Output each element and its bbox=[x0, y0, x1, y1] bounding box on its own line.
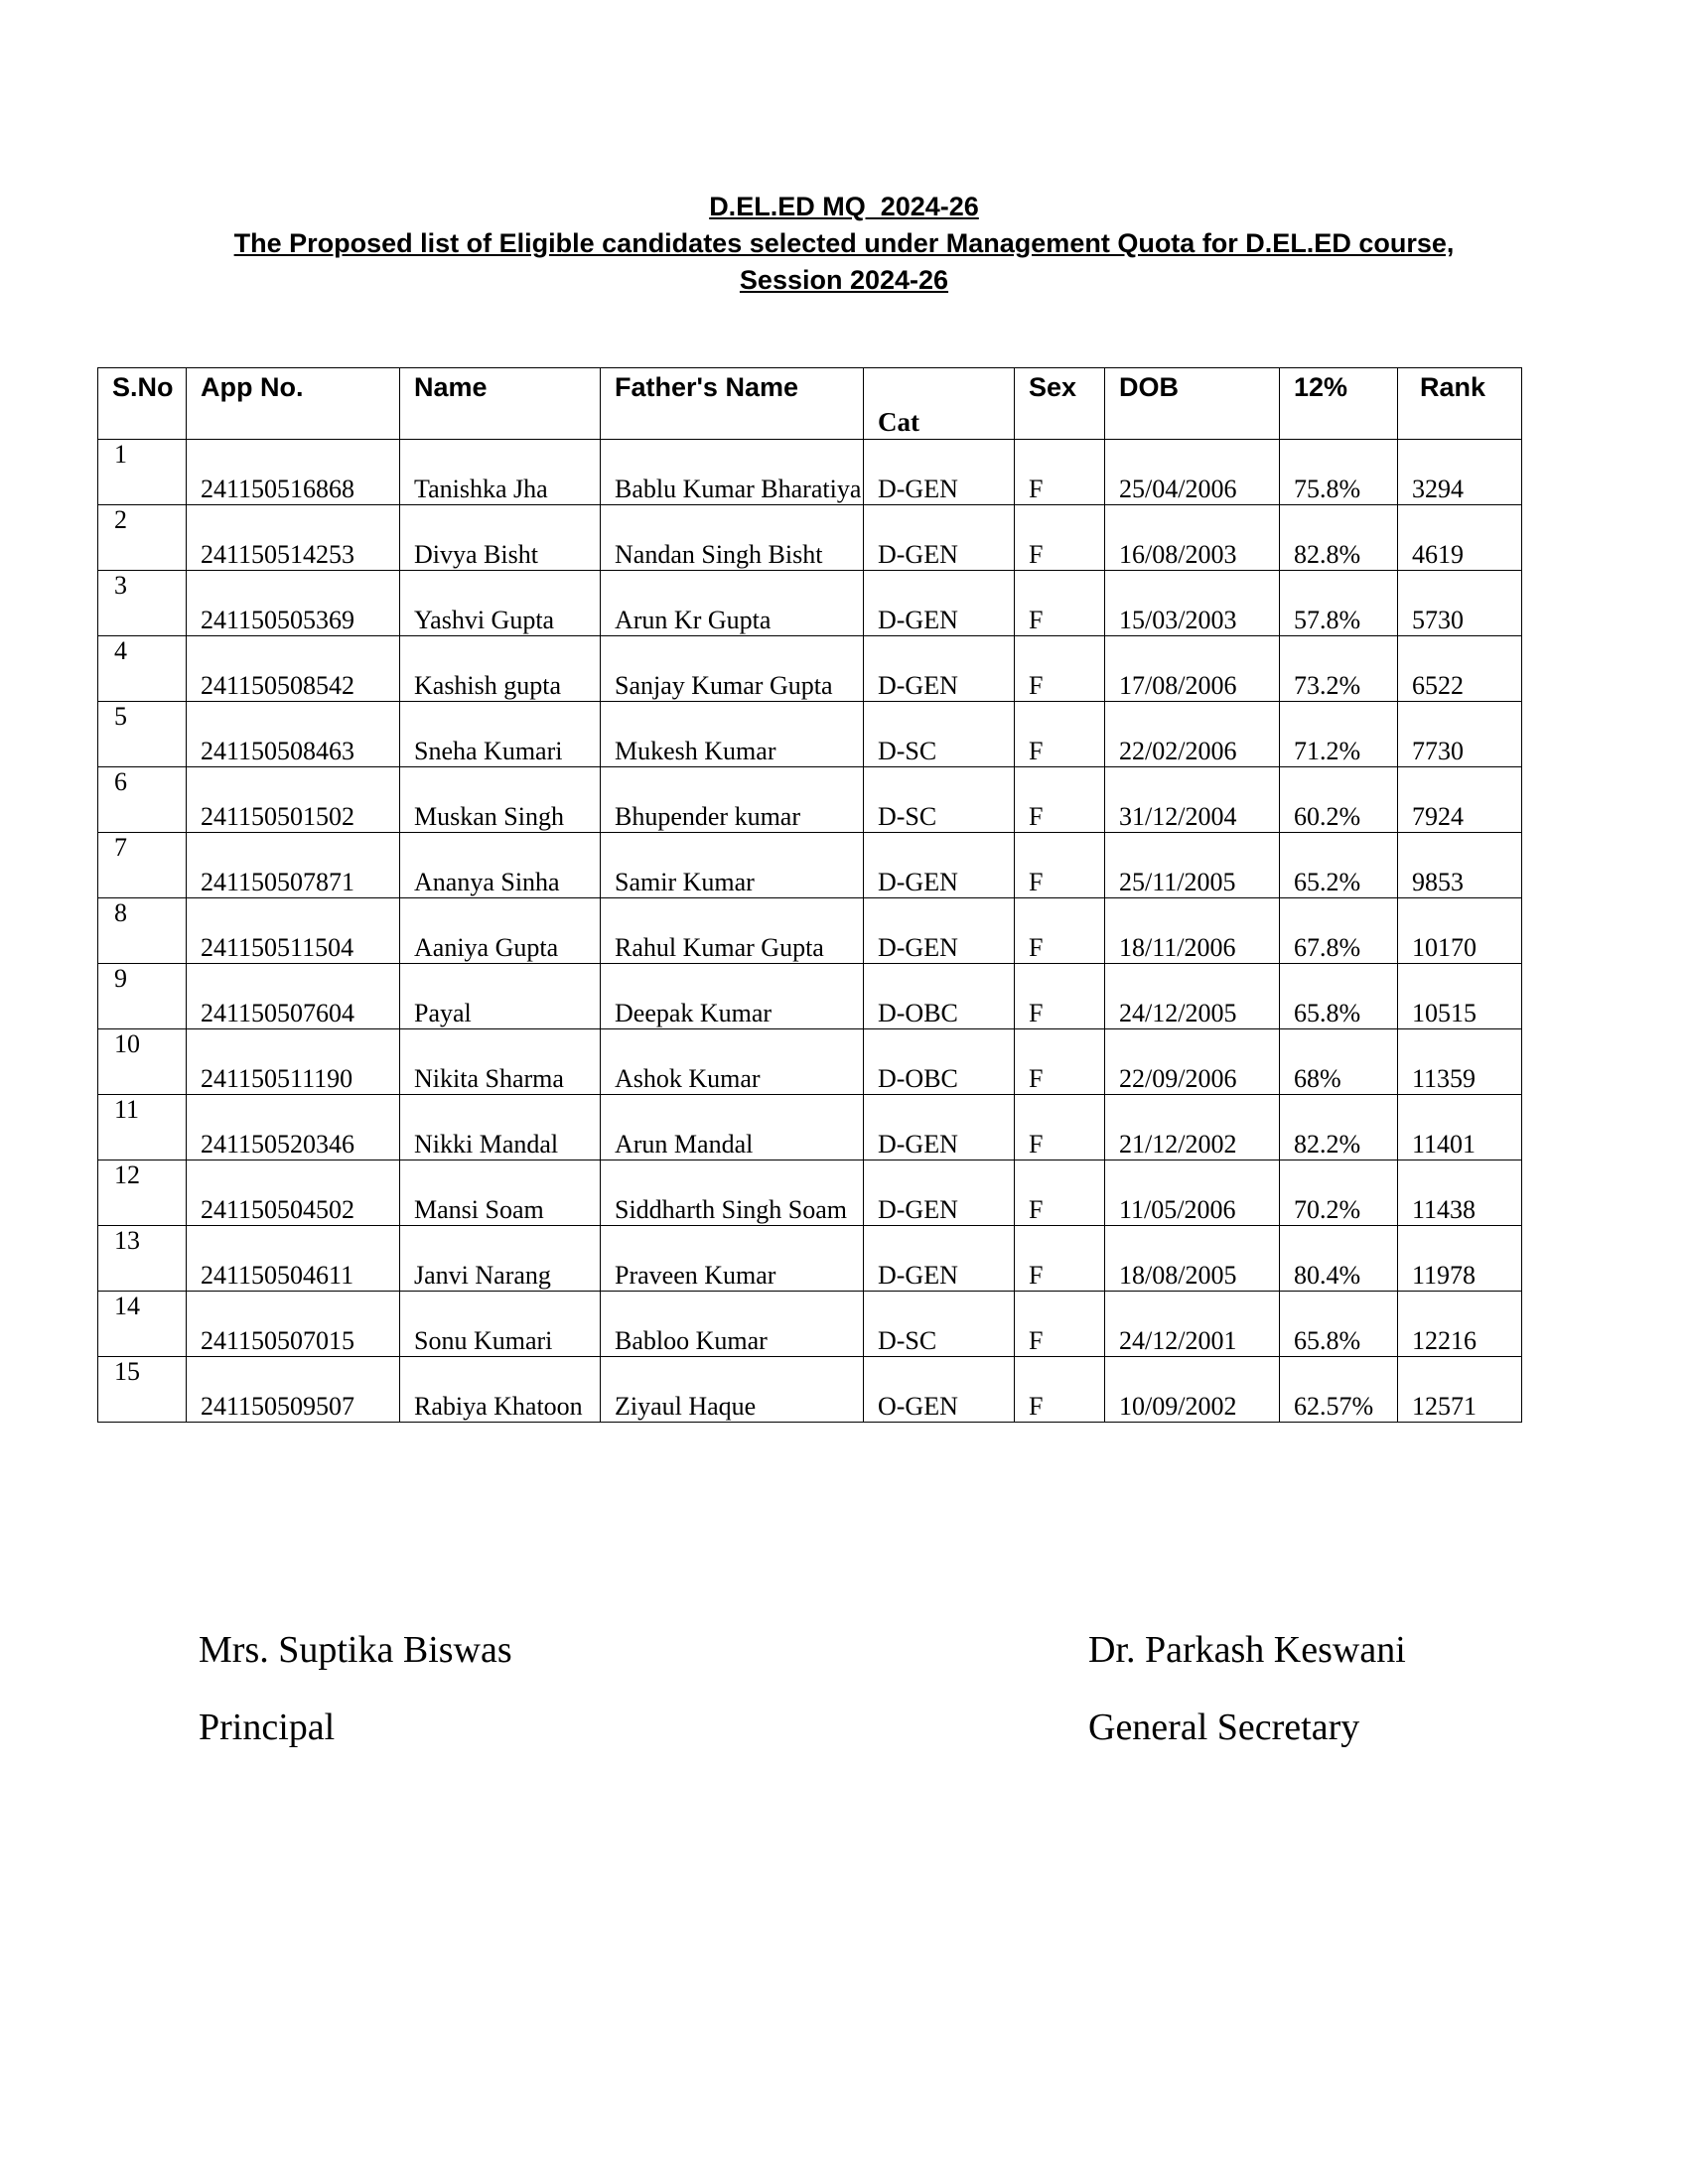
cell-app-no: 241150507015 bbox=[187, 1292, 400, 1357]
cell-12-percent: 65.8% bbox=[1280, 964, 1398, 1029]
cell-sno: 6 bbox=[98, 767, 187, 833]
cell-sex: F bbox=[1015, 898, 1105, 964]
cell-rank: 7730 bbox=[1398, 702, 1522, 767]
cell-father-name: Babloo Kumar bbox=[601, 1292, 864, 1357]
cell-cat: D-OBC bbox=[864, 964, 1015, 1029]
table-row bbox=[98, 702, 1522, 767]
cell-father-name: Ziyaul Haque bbox=[601, 1357, 864, 1423]
heading-line-3: Session 2024-26 bbox=[739, 265, 949, 295]
signatory-right-name: Dr. Parkash Keswani bbox=[1088, 1629, 1406, 1671]
cell-12-percent: 62.57% bbox=[1280, 1357, 1398, 1423]
cell-name: Yashvi Gupta bbox=[400, 571, 601, 636]
cell-sex: F bbox=[1015, 1160, 1105, 1226]
cell-sno: 3 bbox=[98, 571, 187, 636]
heading-line-2: The Proposed list of Eligible candidates selected under Management Quota for D.EL.ED course, bbox=[233, 228, 1455, 258]
table-body bbox=[98, 440, 1522, 1423]
cell-sex: F bbox=[1015, 1095, 1105, 1160]
cell-name: Ananya Sinha bbox=[400, 833, 601, 898]
cell-rank: 5730 bbox=[1398, 571, 1522, 636]
cell-dob: 10/09/2002 bbox=[1105, 1357, 1280, 1423]
cell-cat: D-GEN bbox=[864, 1160, 1015, 1226]
cell-name: Sonu Kumari bbox=[400, 1292, 601, 1357]
header-name: Name bbox=[400, 368, 601, 440]
cell-rank: 10170 bbox=[1398, 898, 1522, 964]
cell-name: Kashish gupta bbox=[400, 636, 601, 702]
cell-sex: F bbox=[1015, 964, 1105, 1029]
cell-name: Janvi Narang bbox=[400, 1226, 601, 1292]
cell-sno: 4 bbox=[98, 636, 187, 702]
cell-app-no: 241150509507 bbox=[187, 1357, 400, 1423]
cell-father-name: Rahul Kumar Gupta bbox=[601, 898, 864, 964]
table-row bbox=[98, 1160, 1522, 1226]
cell-app-no: 241150520346 bbox=[187, 1095, 400, 1160]
header-cat: Cat bbox=[864, 368, 1015, 440]
cell-app-no: 241150507604 bbox=[187, 964, 400, 1029]
cell-name: Muskan Singh bbox=[400, 767, 601, 833]
cell-sex: F bbox=[1015, 505, 1105, 571]
cell-rank: 11438 bbox=[1398, 1160, 1522, 1226]
cell-sno: 2 bbox=[98, 505, 187, 571]
cell-cat: D-SC bbox=[864, 767, 1015, 833]
cell-rank: 9853 bbox=[1398, 833, 1522, 898]
cell-sno: 8 bbox=[98, 898, 187, 964]
table-row bbox=[98, 1226, 1522, 1292]
cell-rank: 3294 bbox=[1398, 440, 1522, 505]
cell-sno: 5 bbox=[98, 702, 187, 767]
signatory-right-title: General Secretary bbox=[1088, 1706, 1360, 1748]
header-sno: S.No bbox=[98, 368, 187, 440]
cell-sex: F bbox=[1015, 1029, 1105, 1095]
cell-cat: D-SC bbox=[864, 702, 1015, 767]
table-row bbox=[98, 636, 1522, 702]
cell-12-percent: 75.8% bbox=[1280, 440, 1398, 505]
cell-12-percent: 70.2% bbox=[1280, 1160, 1398, 1226]
document-heading bbox=[0, 189, 1688, 299]
cell-father-name: Bhupender kumar bbox=[601, 767, 864, 833]
cell-app-no: 241150507871 bbox=[187, 833, 400, 898]
header-12-percent: 12% bbox=[1280, 368, 1398, 440]
cell-12-percent: 57.8% bbox=[1280, 571, 1398, 636]
cell-cat: D-GEN bbox=[864, 440, 1015, 505]
cell-dob: 31/12/2004 bbox=[1105, 767, 1280, 833]
cell-cat: D-SC bbox=[864, 1292, 1015, 1357]
cell-name: Nikki Mandal bbox=[400, 1095, 601, 1160]
cell-father-name: Ashok Kumar bbox=[601, 1029, 864, 1095]
cell-app-no: 241150504611 bbox=[187, 1226, 400, 1292]
cell-sex: F bbox=[1015, 767, 1105, 833]
cell-cat: O-GEN bbox=[864, 1357, 1015, 1423]
cell-dob: 16/08/2003 bbox=[1105, 505, 1280, 571]
cell-name: Payal bbox=[400, 964, 601, 1029]
cell-app-no: 241150508542 bbox=[187, 636, 400, 702]
cell-father-name: Nandan Singh Bisht bbox=[601, 505, 864, 571]
table-row bbox=[98, 571, 1522, 636]
cell-sex: F bbox=[1015, 636, 1105, 702]
cell-cat: D-GEN bbox=[864, 636, 1015, 702]
signatory-left-title: Principal bbox=[199, 1706, 336, 1748]
cell-sno: 13 bbox=[98, 1226, 187, 1292]
cell-sno: 10 bbox=[98, 1029, 187, 1095]
cell-sex: F bbox=[1015, 702, 1105, 767]
cell-rank: 4619 bbox=[1398, 505, 1522, 571]
cell-sno: 14 bbox=[98, 1292, 187, 1357]
cell-name: Rabiya Khatoon bbox=[400, 1357, 601, 1423]
cell-dob: 17/08/2006 bbox=[1105, 636, 1280, 702]
cell-sno: 11 bbox=[98, 1095, 187, 1160]
table-header-row bbox=[98, 368, 1522, 440]
cell-12-percent: 73.2% bbox=[1280, 636, 1398, 702]
cell-cat: D-GEN bbox=[864, 898, 1015, 964]
table-row bbox=[98, 440, 1522, 505]
cell-name: Mansi Soam bbox=[400, 1160, 601, 1226]
heading-line-1: D.EL.ED MQ 2024-26 bbox=[709, 192, 979, 221]
cell-father-name: Arun Mandal bbox=[601, 1095, 864, 1160]
table-row bbox=[98, 1029, 1522, 1095]
cell-rank: 11359 bbox=[1398, 1029, 1522, 1095]
cell-sex: F bbox=[1015, 1357, 1105, 1423]
table-row bbox=[98, 833, 1522, 898]
cell-sno: 7 bbox=[98, 833, 187, 898]
cell-12-percent: 65.2% bbox=[1280, 833, 1398, 898]
cell-dob: 18/11/2006 bbox=[1105, 898, 1280, 964]
cell-name: Aaniya Gupta bbox=[400, 898, 601, 964]
table-row bbox=[98, 898, 1522, 964]
table-row bbox=[98, 1292, 1522, 1357]
cell-father-name: Mukesh Kumar bbox=[601, 702, 864, 767]
cell-cat: D-GEN bbox=[864, 1226, 1015, 1292]
cell-father-name: Siddharth Singh Soam bbox=[601, 1160, 864, 1226]
cell-dob: 18/08/2005 bbox=[1105, 1226, 1280, 1292]
cell-dob: 25/11/2005 bbox=[1105, 833, 1280, 898]
cell-sex: F bbox=[1015, 1226, 1105, 1292]
cell-cat: D-OBC bbox=[864, 1029, 1015, 1095]
cell-name: Nikita Sharma bbox=[400, 1029, 601, 1095]
cell-rank: 7924 bbox=[1398, 767, 1522, 833]
cell-father-name: Bablu Kumar Bharatiya bbox=[601, 440, 864, 505]
cell-app-no: 241150508463 bbox=[187, 702, 400, 767]
cell-app-no: 241150516868 bbox=[187, 440, 400, 505]
cell-app-no: 241150504502 bbox=[187, 1160, 400, 1226]
cell-app-no: 241150501502 bbox=[187, 767, 400, 833]
cell-father-name: Deepak Kumar bbox=[601, 964, 864, 1029]
cell-12-percent: 71.2% bbox=[1280, 702, 1398, 767]
cell-sno: 9 bbox=[98, 964, 187, 1029]
cell-cat: D-GEN bbox=[864, 833, 1015, 898]
cell-12-percent: 67.8% bbox=[1280, 898, 1398, 964]
cell-app-no: 241150511190 bbox=[187, 1029, 400, 1095]
cell-cat: D-GEN bbox=[864, 571, 1015, 636]
cell-app-no: 241150505369 bbox=[187, 571, 400, 636]
cell-12-percent: 65.8% bbox=[1280, 1292, 1398, 1357]
table-row bbox=[98, 964, 1522, 1029]
cell-sno: 15 bbox=[98, 1357, 187, 1423]
cell-12-percent: 60.2% bbox=[1280, 767, 1398, 833]
cell-name: Sneha Kumari bbox=[400, 702, 601, 767]
header-dob: DOB bbox=[1105, 368, 1280, 440]
cell-father-name: Arun Kr Gupta bbox=[601, 571, 864, 636]
header-father-name: Father's Name bbox=[601, 368, 864, 440]
header-sex: Sex bbox=[1015, 368, 1105, 440]
cell-rank: 12571 bbox=[1398, 1357, 1522, 1423]
cell-12-percent: 68% bbox=[1280, 1029, 1398, 1095]
header-rank: Rank bbox=[1398, 368, 1522, 440]
cell-sno: 12 bbox=[98, 1160, 187, 1226]
cell-sex: F bbox=[1015, 440, 1105, 505]
cell-rank: 11401 bbox=[1398, 1095, 1522, 1160]
cell-father-name: Sanjay Kumar Gupta bbox=[601, 636, 864, 702]
cell-dob: 22/02/2006 bbox=[1105, 702, 1280, 767]
cell-rank: 11978 bbox=[1398, 1226, 1522, 1292]
candidate-table bbox=[97, 367, 1522, 1423]
cell-sex: F bbox=[1015, 833, 1105, 898]
cell-12-percent: 82.8% bbox=[1280, 505, 1398, 571]
cell-dob: 24/12/2005 bbox=[1105, 964, 1280, 1029]
cell-12-percent: 82.2% bbox=[1280, 1095, 1398, 1160]
header-app-no: App No. bbox=[187, 368, 400, 440]
cell-cat: D-GEN bbox=[864, 1095, 1015, 1160]
cell-12-percent: 80.4% bbox=[1280, 1226, 1398, 1292]
cell-dob: 11/05/2006 bbox=[1105, 1160, 1280, 1226]
cell-dob: 21/12/2002 bbox=[1105, 1095, 1280, 1160]
cell-rank: 12216 bbox=[1398, 1292, 1522, 1357]
cell-app-no: 241150511504 bbox=[187, 898, 400, 964]
cell-dob: 25/04/2006 bbox=[1105, 440, 1280, 505]
table-row bbox=[98, 505, 1522, 571]
table-row bbox=[98, 1357, 1522, 1423]
cell-dob: 15/03/2003 bbox=[1105, 571, 1280, 636]
cell-father-name: Praveen Kumar bbox=[601, 1226, 864, 1292]
cell-father-name: Samir Kumar bbox=[601, 833, 864, 898]
cell-dob: 24/12/2001 bbox=[1105, 1292, 1280, 1357]
cell-name: Divya Bisht bbox=[400, 505, 601, 571]
cell-sex: F bbox=[1015, 571, 1105, 636]
cell-sex: F bbox=[1015, 1292, 1105, 1357]
cell-dob: 22/09/2006 bbox=[1105, 1029, 1280, 1095]
cell-rank: 6522 bbox=[1398, 636, 1522, 702]
cell-name: Tanishka Jha bbox=[400, 440, 601, 505]
signatory-left-name: Mrs. Suptika Biswas bbox=[199, 1629, 512, 1671]
cell-cat: D-GEN bbox=[864, 505, 1015, 571]
cell-app-no: 241150514253 bbox=[187, 505, 400, 571]
table-row bbox=[98, 767, 1522, 833]
cell-rank: 10515 bbox=[1398, 964, 1522, 1029]
table-row bbox=[98, 1095, 1522, 1160]
cell-sno: 1 bbox=[98, 440, 187, 505]
